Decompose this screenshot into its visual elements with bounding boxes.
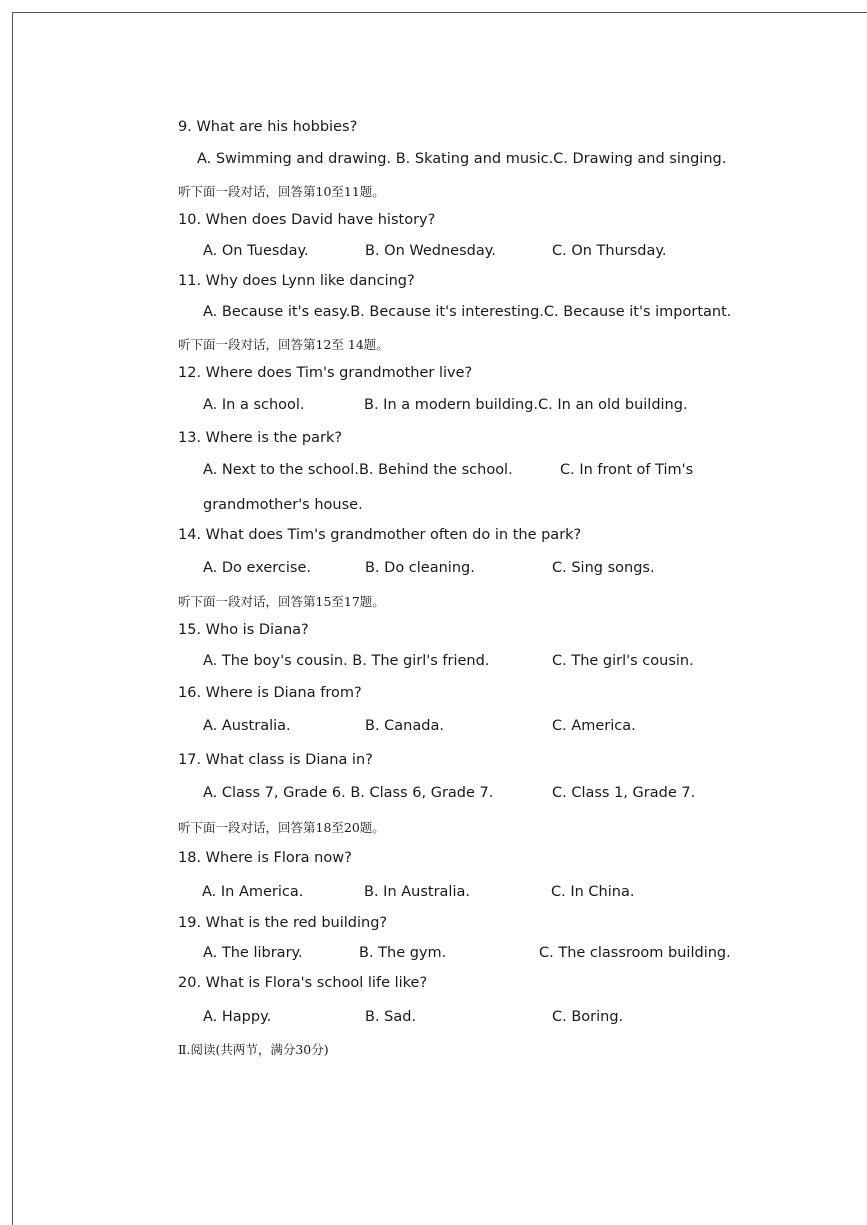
- instruction-18-20: 听下面一段对话，回答第18至20题。: [178, 820, 385, 835]
- question-10-option-c: C. On Thursday.: [552, 243, 667, 259]
- question-19-option-a: A. The library.: [203, 945, 303, 961]
- question-12-option-bc: B. In a modern building.C. In an old building.: [364, 397, 688, 413]
- question-20-option-a: A. Happy.: [203, 1009, 272, 1025]
- question-12-option-a: A. In a school.: [203, 397, 305, 413]
- question-11-options: A. Because it's easy.B. Because it's interesting.C. Because it's important.: [203, 304, 732, 320]
- question-16: 16. Where is Diana from?: [178, 685, 362, 701]
- question-13-option-c: C. In front of Tim's: [560, 462, 694, 478]
- question-19-option-b: B. The gym.: [359, 945, 447, 961]
- question-18: 18. Where is Flora now?: [178, 850, 352, 866]
- document-page: [12, 12, 867, 1225]
- question-11: 11. Why does Lynn like dancing?: [178, 273, 415, 289]
- question-13-option-c-continued: grandmother's house.: [203, 497, 363, 513]
- question-14: 14. What does Tim's grandmother often do in the park?: [178, 527, 582, 543]
- question-20-option-b: B. Sad.: [365, 1009, 417, 1025]
- instruction-12-14: 听下面一段对话，回答第12至 14题。: [178, 337, 389, 352]
- question-16-option-c: C. America.: [552, 718, 636, 734]
- question-20: 20. What is Flora's school life like?: [178, 975, 428, 991]
- section-reading-heading: Ⅱ.阅读(共两节，满分30分): [178, 1042, 329, 1057]
- question-16-option-b: B. Canada.: [365, 718, 444, 734]
- question-12: 12. Where does Tim's grandmother live?: [178, 365, 473, 381]
- question-10: 10. When does David have history?: [178, 212, 436, 228]
- question-15-option-ab: A. The boy's cousin. B. The girl's friend.: [203, 653, 490, 669]
- question-14-option-c: C. Sing songs.: [552, 560, 655, 576]
- question-14-option-a: A. Do exercise.: [203, 560, 311, 576]
- question-16-option-a: A. Australia.: [203, 718, 291, 734]
- instruction-15-17: 听下面一段对话，回答第15至17题。: [178, 594, 385, 609]
- question-9: 9. What are his hobbies?: [178, 119, 358, 135]
- instruction-10-11: 听下面一段对话，回答第10至11题。: [178, 184, 385, 199]
- question-10-option-a: A. On Tuesday.: [203, 243, 309, 259]
- question-15-option-c: C. The girl's cousin.: [552, 653, 694, 669]
- question-18-option-c: C. In China.: [551, 884, 635, 900]
- question-10-option-b: B. On Wednesday.: [365, 243, 496, 259]
- question-15: 15. Who is Diana?: [178, 622, 309, 638]
- question-9-options: A. Swimming and drawing. B. Skating and music.C. Drawing and singing.: [197, 151, 727, 167]
- question-13: 13. Where is the park?: [178, 430, 343, 446]
- question-13-option-ab: A. Next to the school.B. Behind the school.: [203, 462, 513, 478]
- question-19: 19. What is the red building?: [178, 915, 388, 931]
- question-19-option-c: C. The classroom building.: [539, 945, 731, 961]
- question-20-option-c: C. Boring.: [552, 1009, 624, 1025]
- question-17: 17. What class is Diana in?: [178, 752, 373, 768]
- question-14-option-b: B. Do cleaning.: [365, 560, 475, 576]
- question-17-option-ab: A. Class 7, Grade 6. B. Class 6, Grade 7.: [203, 785, 494, 801]
- question-17-option-c: C. Class 1, Grade 7.: [552, 785, 696, 801]
- question-18-option-a: A. In America.: [202, 884, 304, 900]
- question-18-option-b: B. In Australia.: [364, 884, 470, 900]
